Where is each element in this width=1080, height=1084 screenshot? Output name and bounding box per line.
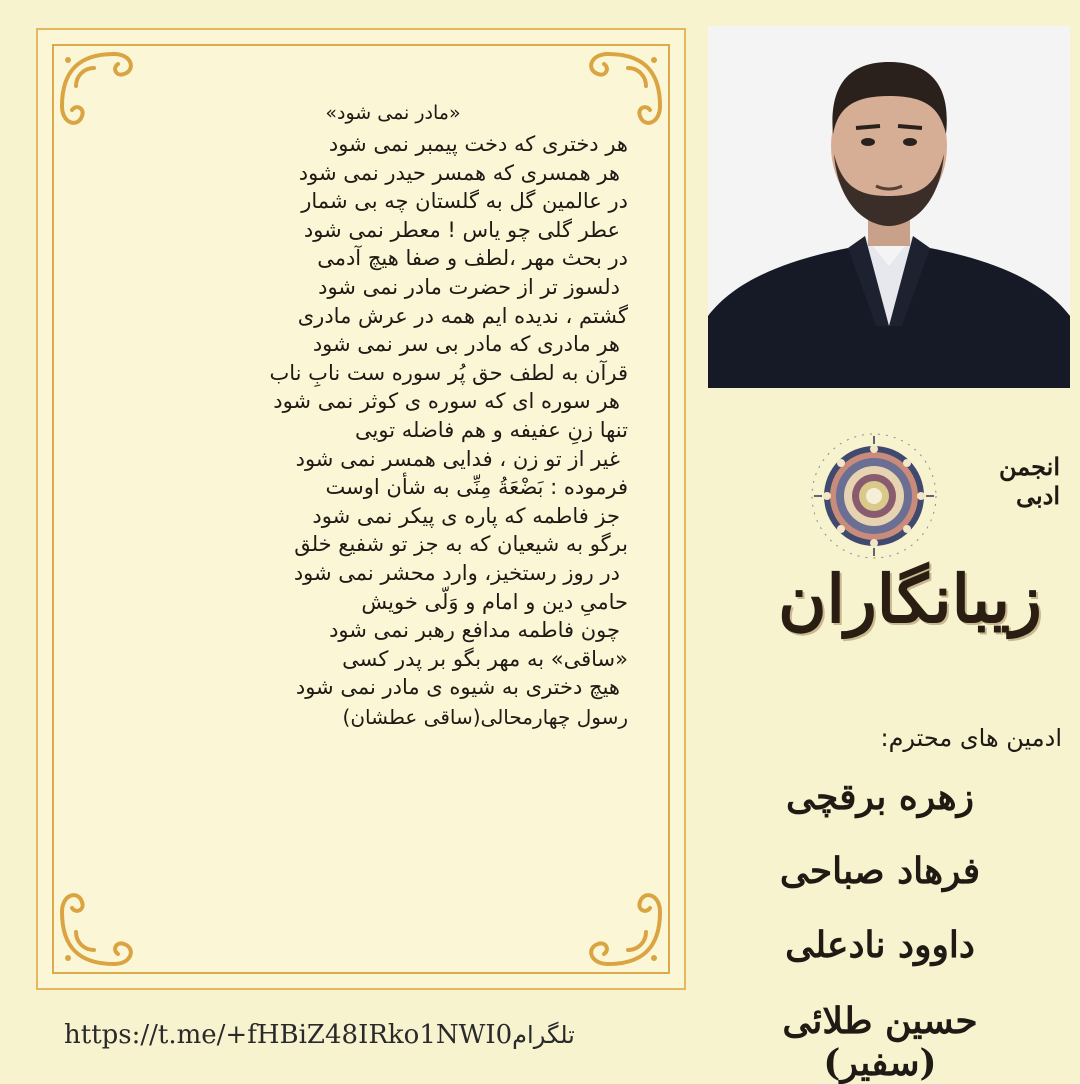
poem-line: هر مادری که مادر بی سر نمی شود [312,332,620,357]
corner-ornament-icon [54,46,144,136]
poem-line: هر سوره ای که سوره ی کوثر نمی شود [273,389,620,414]
author-photo [708,26,1070,388]
poem-line: حامیِ دین و امام و وَلّی خویش [361,589,628,614]
poem-line: غیر از تو زن ، فدایی همسر نمی شود [295,446,620,471]
poem-line: جز فاطمه که پاره ی پیکر نمی شود [312,503,620,528]
admin-name: حسین طلائی (سفیر) [782,1000,978,1084]
corner-ornament-icon [54,882,144,972]
rosette-logo-icon [808,430,940,562]
brand-title: زیبانگاران [778,560,1042,638]
poem-line: هر همسری که همسر حیدر نمی شود [298,160,620,185]
corner-ornament-icon [578,882,668,972]
poem-line: «ساقی» به مهر بگو بر پدر کسی [342,646,628,671]
telegram-link[interactable] [64,1020,664,1050]
poem-line: چون فاطمه مدافع رهبر نمی شود [329,618,620,643]
admins-title: ادمین های محترم: [880,724,1062,752]
poem-frame [36,28,686,990]
poem-line: تنها زنِ عفیفه و هم فاضله تویی [355,417,628,442]
admin-name: داوود نادعلی [785,924,975,966]
poem-line: فرموده : بَضْعَةُ مِنِّی به شأن اوست [325,475,628,500]
poem-author: رسول چهارمحالی(ساقی عطشان) [342,704,628,729]
poem-line: عطر گلی چو یاس ! معطر نمی شود [303,217,620,242]
poem-line: در بحث مهر ،لطف و صفا هیچ آدمی [317,246,628,271]
poem-line: در عالمین گل به گلستان چه بی شمار [301,189,628,214]
admin-name: فرهاد صباحی [779,850,981,892]
poem-line: قرآن به لطف حق پُر سوره ست نابِ ناب [269,360,628,385]
poem-line: گشتم ، ندیده ایم همه در عرش مادری [297,303,628,328]
telegram-label: تلگرام [512,1021,575,1049]
poem-line: هیچ دختری به شیوه ی مادر نمی شود [295,675,620,700]
poem-line: دلسوز تر از حضرت مادر نمی شود [318,274,620,299]
poem-text [158,100,628,732]
society-label: انجمن ادبی [999,452,1060,510]
admin-name: زهره برقچی [786,776,974,818]
poem-line: هر دختری که دخت پیمبر نمی شود [328,132,628,156]
poem-title: «مادر نمی شود» [325,102,461,124]
poem-line: در روز رستخیز، وارد محشر نمی شود [293,560,620,585]
poem-line: برگو به شیعیان که به جز تو شفیع خلق [294,532,628,557]
telegram-url[interactable]: https://t.me/+fHBiZ48IRko1NWI0 [64,1020,513,1050]
